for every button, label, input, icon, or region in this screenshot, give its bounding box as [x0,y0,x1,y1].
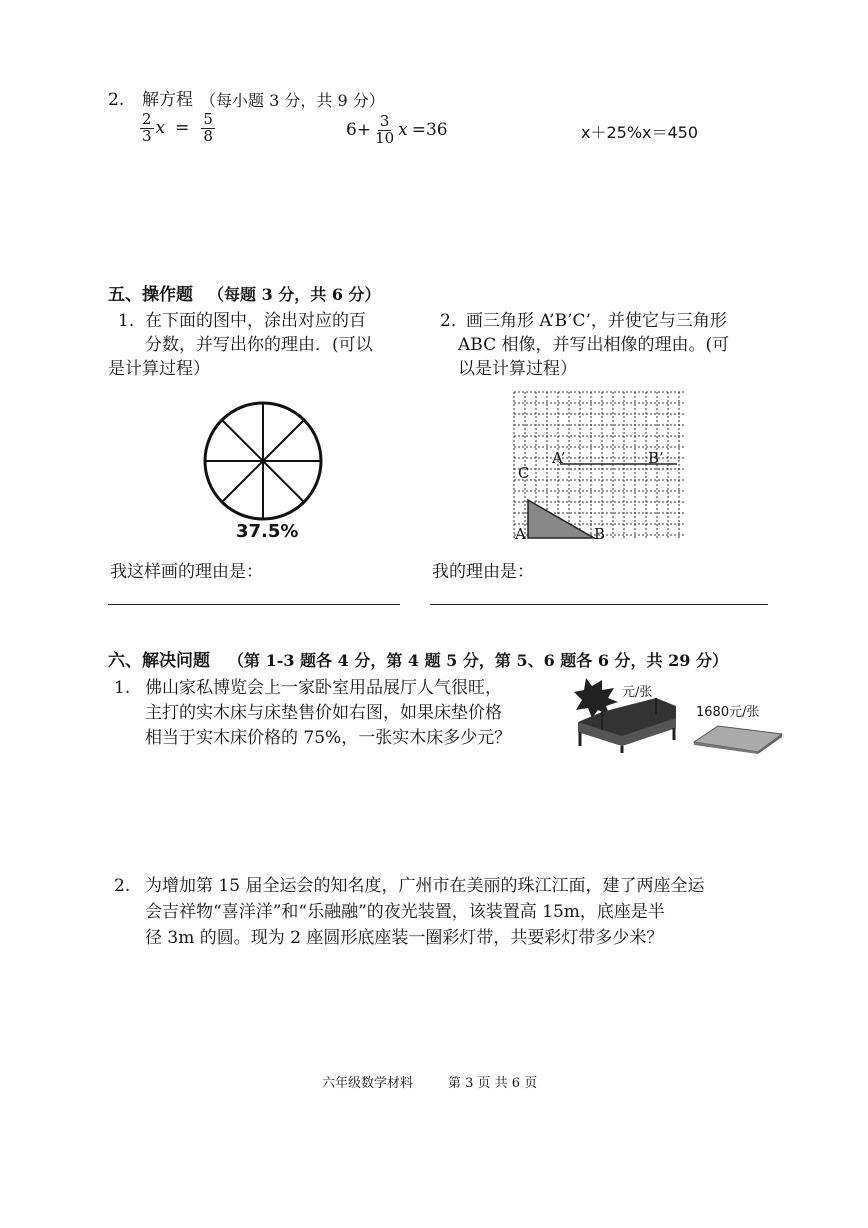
question-number: 2. [108,90,125,110]
label-a-prime: A’ [552,449,566,467]
footer-page: 第 3 页 共 6 页 [448,1076,538,1091]
circle-diagram [200,398,326,524]
mattress-image [692,724,784,754]
question-number: 2. [114,876,131,896]
equation-1: $\frac{2}{3}$ x = $\frac{5}{8}$ [142,110,213,145]
reason-label: 我这样画的理由是： [110,562,263,582]
reason-label: 我的理由是： [432,562,534,582]
question-number: 1． [118,311,146,331]
question-text-line: 佛山家私博览会上一家卧室用品展厅人气很旺， [145,678,502,698]
question-text-line: 主打的实木床与床垫售价如右图，如果床垫价格 [145,703,502,723]
equation-2: 6+ $\frac{3}{10}$ x =36 [346,112,448,147]
answer-line [108,604,400,605]
question-text-line: ABC 相像，并写出相像的理由。(可 [458,335,730,355]
question-text-line: 以是计算过程） [458,359,577,379]
label-b-prime: B’ [648,449,664,467]
question-text-line: 径 3m 的圆。现为 2 座圆形底座装一圈彩灯带，共要彩灯带多少米？ [145,928,664,948]
section-heading-6: 六、解决问题 [108,651,210,671]
bed-price: 元/张 [622,685,653,700]
equation-3: x＋25%x＝450 [581,123,699,142]
label-c: C [518,464,530,482]
question-score: （每小题 3 分，共 9 分） [200,91,385,110]
grid-diagram [512,390,688,544]
question-text-line: 在下面的图中，涂出对应的百 [145,311,366,331]
question-number: 1. [114,678,131,698]
question-title: 解方程 [142,90,193,110]
answer-line [430,604,768,605]
question-text-line: 为增加第 15 届全运会的知名度，广州市在美丽的珠江江面，建了两座全运 [145,876,705,896]
question-number: 2． [440,311,468,331]
question-text-line: 画三角形 A’B’C’，并使它与三角形 [466,311,727,331]
section-score-6: （第 1-3 题各 4 分，第 4 题 5 分，第 5、6 题各 6 分，共 29 分） [228,651,728,670]
section-heading-5: 五、操作题 [108,285,193,305]
mattress-price: 1680元/张 [696,705,760,720]
question-text-line: 是计算过程） [108,359,210,379]
section-score-5: （每题 3 分，共 6 分） [208,285,381,304]
question-text-line: 分数，并写出你的理由．(可以 [145,335,373,355]
percent-label: 37.5% [236,521,299,542]
label-b: B [594,525,606,543]
question-text-line: 相当于实木床价格的 75%，一张实木床多少元？ [145,728,512,748]
label-a: A [515,525,526,543]
footer-subject: 六年级数学材料 [322,1076,414,1091]
question-text-line: 会吉祥物“喜洋洋”和“乐融融”的夜光装置，该装置高 15m，底座是半 [145,902,665,922]
